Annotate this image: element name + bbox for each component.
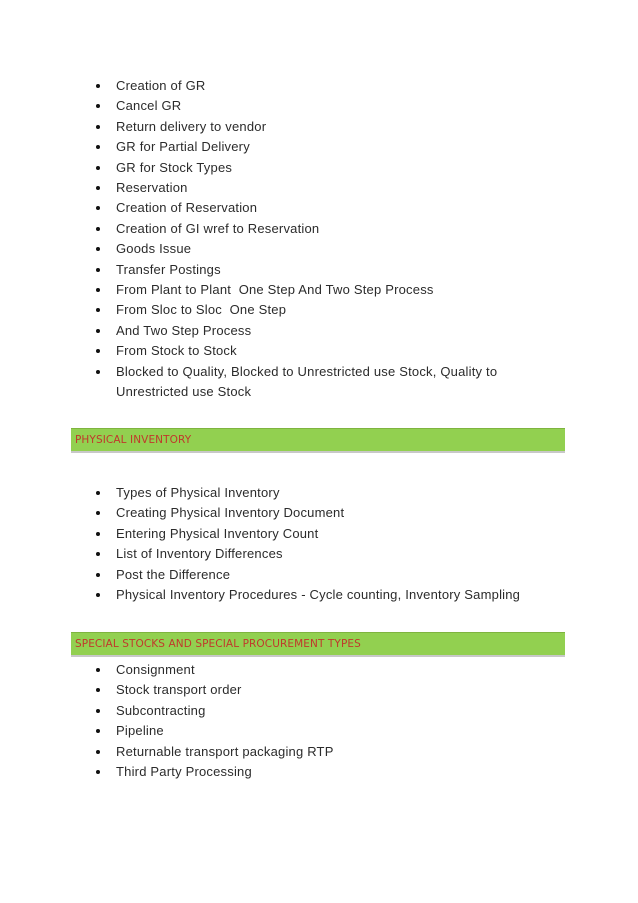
list-item: Creating Physical Inventory Document bbox=[94, 503, 564, 523]
list-item: Transfer Postings bbox=[94, 260, 564, 280]
list-item: Creation of GI wref to Reservation bbox=[94, 219, 564, 239]
list-item: Creation of Reservation bbox=[94, 198, 564, 218]
goods-movement-list bbox=[94, 76, 564, 403]
list-item: Third Party Processing bbox=[94, 762, 564, 782]
physical-inventory-list bbox=[94, 483, 564, 605]
list-item: Post the Difference bbox=[94, 565, 564, 585]
list-item: Cancel GR bbox=[94, 96, 564, 116]
list-item: Creation of GR bbox=[94, 76, 564, 96]
special-stocks-list bbox=[94, 660, 564, 782]
list-item: Return delivery to vendor bbox=[94, 117, 564, 137]
list-item: GR for Partial Delivery bbox=[94, 137, 564, 157]
list-item: Blocked to Quality, Blocked to Unrestricted use Stock, Quality to Unrestricted use Stock bbox=[94, 362, 536, 403]
list-item: Types of Physical Inventory bbox=[94, 483, 564, 503]
list-item: Returnable transport packaging RTP bbox=[94, 742, 564, 762]
list-item: Reservation bbox=[94, 178, 564, 198]
list-item: Physical Inventory Procedures - Cycle counting, Inventory Sampling bbox=[94, 585, 564, 605]
list-item: List of Inventory Differences bbox=[94, 544, 564, 564]
list-item: GR for Stock Types bbox=[94, 158, 564, 178]
list-item: Pipeline bbox=[94, 721, 564, 741]
section-header-physical-inventory: PHYSICAL INVENTORY bbox=[71, 428, 565, 453]
list-item: From Sloc to Sloc One Step bbox=[94, 300, 564, 320]
list-item: From Stock to Stock bbox=[94, 341, 564, 361]
list-item: From Plant to Plant One Step And Two Step Process bbox=[94, 280, 564, 300]
list-item: Stock transport order bbox=[94, 680, 564, 700]
list-item: And Two Step Process bbox=[94, 321, 564, 341]
list-item: Entering Physical Inventory Count bbox=[94, 524, 564, 544]
list-item: Consignment bbox=[94, 660, 564, 680]
list-item: Subcontracting bbox=[94, 701, 564, 721]
section-header-special-stocks: SPECIAL STOCKS AND SPECIAL PROCUREMENT TYPES bbox=[71, 632, 565, 657]
list-item: Goods Issue bbox=[94, 239, 564, 259]
